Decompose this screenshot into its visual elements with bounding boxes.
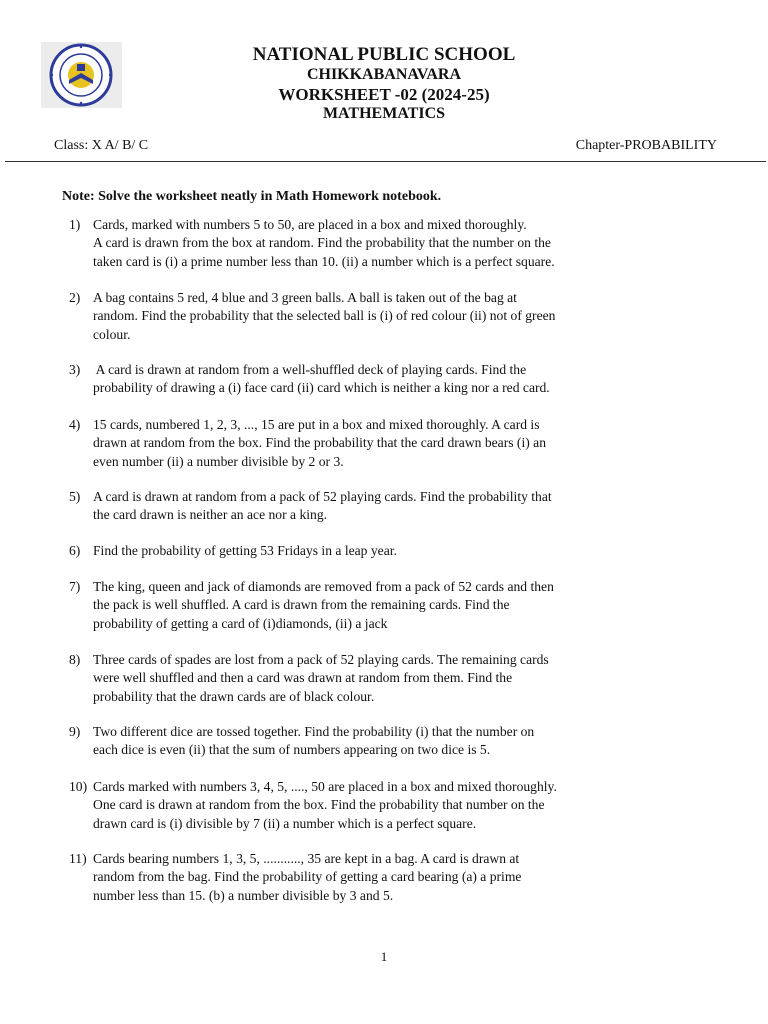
question-line: number less than 15. (b) a number divisible by 3 and 5. bbox=[93, 887, 394, 903]
question-line: the card drawn is neither an ace nor a king. bbox=[93, 507, 328, 523]
question-line: Find the probability of getting 53 Fridays in a leap year. bbox=[93, 543, 397, 558]
question-line: Two different dice are tossed together. Find the probability (i) that the number on bbox=[93, 724, 535, 739]
question-line: A bag contains 5 red, 4 blue and 3 green balls. A ball is taken out of the bag at bbox=[93, 290, 517, 305]
header-divider bbox=[5, 161, 766, 162]
school-branch: CHIKKABANAVARA bbox=[306, 66, 462, 83]
question-number: 1) bbox=[69, 217, 81, 232]
question-line: 15 cards, numbered 1, 2, 3, ..., 15 are put in a box and mixed thoroughly. A card is bbox=[93, 417, 540, 432]
subject-title: MATHEMATICS bbox=[322, 105, 446, 122]
question-6 bbox=[69, 542, 629, 560]
question-line: probability that the drawn cards are of black colour. bbox=[93, 688, 375, 704]
question-number: 7) bbox=[69, 579, 81, 594]
question-line: Cards bearing numbers 1, 3, 5, ..........., 35 are kept in a bag. A card is drawn at bbox=[93, 851, 520, 866]
question-number: 5) bbox=[69, 489, 81, 504]
question-line: probability of drawing a (i) face card (ii) card which is neither a king nor a red card. bbox=[93, 380, 550, 396]
question-number: 10) bbox=[69, 779, 88, 794]
question-number: 6) bbox=[69, 543, 81, 558]
question-2 bbox=[69, 289, 629, 344]
page-number: 1 bbox=[380, 949, 388, 964]
question-line: were well shuffled and then a card was drawn at random from them. Find the bbox=[93, 670, 513, 686]
chapter-label: Chapter-PROBABILITY bbox=[575, 138, 717, 153]
question-number: 2) bbox=[69, 290, 81, 305]
worksheet-title: WORKSHEET -02 (2024-25) bbox=[278, 85, 490, 104]
question-1 bbox=[69, 216, 629, 271]
question-line: random from the bag. Find the probability of getting a card bearing (a) a prime bbox=[93, 869, 522, 885]
question-line: Cards marked with numbers 3, 4, 5, ...., 50 are placed in a box and mixed thoroughly. bbox=[93, 779, 557, 794]
question-9 bbox=[69, 723, 629, 760]
question-line: random. Find the probability that the selected ball is (i) of red colour (ii) not of green bbox=[93, 308, 556, 324]
question-3 bbox=[69, 361, 629, 398]
question-5 bbox=[69, 488, 629, 525]
class-label: Class: X A/ B/ C bbox=[54, 138, 149, 153]
question-number: 9) bbox=[69, 724, 81, 739]
question-line: A card is drawn at random from a pack of 52 playing cards. Find the probability that bbox=[93, 489, 552, 504]
question-number: 4) bbox=[69, 417, 81, 432]
question-7 bbox=[69, 578, 629, 633]
question-line: The king, queen and jack of diamonds are removed from a pack of 52 cards and then bbox=[93, 579, 554, 594]
question-4 bbox=[69, 416, 629, 471]
question-10 bbox=[69, 778, 629, 833]
question-line: even number (ii) a number divisible by 2 or 3. bbox=[93, 453, 344, 469]
school-name: NATIONAL PUBLIC SCHOOL bbox=[252, 44, 516, 65]
question-8 bbox=[69, 651, 629, 706]
question-number: 8) bbox=[69, 652, 81, 667]
question-line: Three cards of spades are lost from a pack of 52 playing cards. The remaining cards bbox=[93, 652, 549, 667]
question-line: each dice is even (ii) that the sum of numbers appearing on two dice is 5. bbox=[93, 742, 491, 758]
question-line: colour. bbox=[93, 326, 131, 342]
question-line: One card is drawn at random from the box. Find the probability that number on the bbox=[93, 797, 545, 813]
question-line: A card is drawn from the box at random. Find the probability that the number on the bbox=[93, 235, 551, 251]
question-line: the pack is well shuffled. A card is drawn from the remaining cards. Find the bbox=[93, 597, 510, 613]
question-number: 11) bbox=[69, 851, 87, 866]
question-line: drawn at random from the box. Find the probability that the card drawn bears (i) an bbox=[93, 435, 546, 451]
instruction-note: Note: Solve the worksheet neatly in Math Homework notebook. bbox=[62, 189, 442, 204]
question-line: A card is drawn at random from a well-shuffled deck of playing cards. Find the bbox=[93, 362, 527, 377]
question-line: drawn card is (i) divisible by 7 (ii) a number which is a perfect square. bbox=[93, 815, 477, 831]
question-11 bbox=[69, 850, 629, 905]
question-line: Cards, marked with numbers 5 to 50, are placed in a box and mixed thoroughly. bbox=[93, 217, 527, 232]
question-line: probability of getting a card of (i)diamonds, (ii) a jack bbox=[93, 615, 388, 631]
question-line: taken card is (i) a prime number less than 10. (ii) a number which is a perfect square. bbox=[93, 253, 555, 269]
question-number: 3) bbox=[69, 362, 81, 377]
